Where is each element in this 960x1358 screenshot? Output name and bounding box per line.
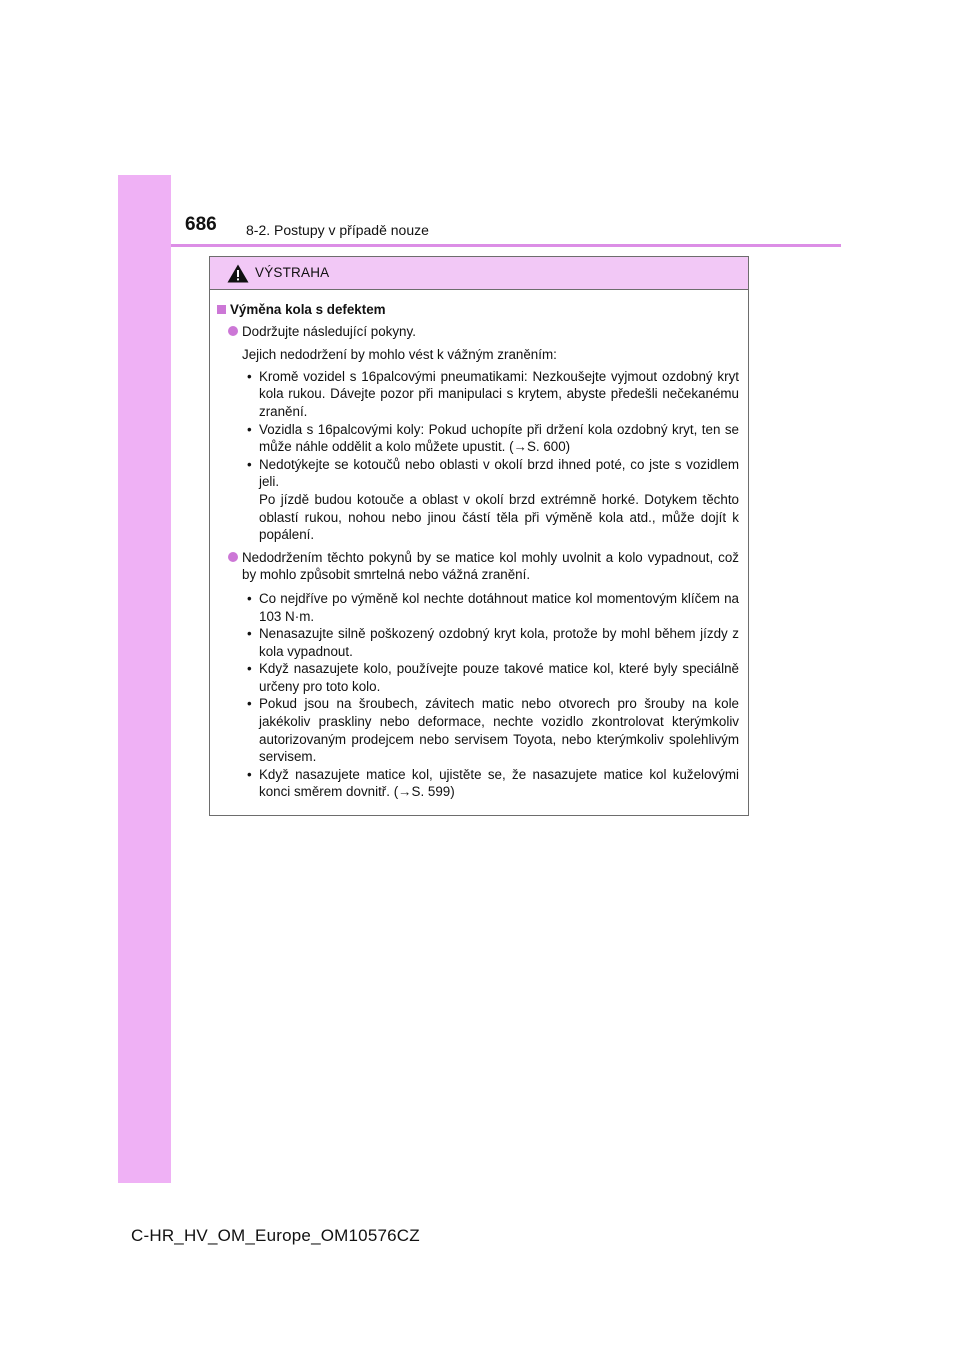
warning-heading [216,301,739,319]
square-bullet-icon [217,305,226,314]
warning-item-text: Dodržujte následující pokyny. [242,323,416,339]
list-item-text: Kromě vozidel s 16palcovými pneumatikami: Nezkoušejte vyjmout ozdobný kryt kola rukou. Dávejte pozor při manipulaci s krytem, abyste předešli nečekanému zranění. [259,368,739,419]
list-item: • Vozidla s 16palcovými koly: Pokud uchopíte při držení kola ozdobný kryt, ten se může náhle oddělit a kolo můžete upustit. (→S. 600) [247,421,739,455]
list-item-extra: Po jízdě budou kotouče a oblast v okolí brzd extrémně horké. Dotykem těchto oblastí rukou, nohou nebo jinou částí těla při výměně kola atd., může dojít k popálení. [259,491,739,543]
page-number: 686 [185,214,217,235]
document-code-footer: C-HR_HV_OM_Europe_OM10576CZ [131,1226,420,1245]
list-item: • Kromě vozidel s 16palcovými pneumatikami: Nezkoušejte vyjmout ozdobný kryt kola rukou. Dávejte pozor při manipulaci s krytem, abyste předešli nečekanému zranění. [247,368,739,419]
warning-header [210,257,748,290]
warning-item-text: Nedodržením těchto pokynů by se matice kol mohly uvolnit a kolo vypadnout, což by mohlo způsobit smrtelná nebo vážná zranění. [242,549,739,583]
list-item: • Když nasazujete kolo, používejte pouze takové matice kol, které byly speciálně určeny pro toto kolo. [247,661,739,694]
warning-heading-text: Výměna kola s defektem [230,302,386,317]
warning-item [216,323,739,341]
list-item-text: Nedotýkejte se kotoučů nebo oblasti v okolí brzd ihned poté, co jste s vozidlem jeli. [259,456,739,490]
warning-bullet-list [216,590,739,801]
circle-bullet-icon [228,552,238,562]
list-item-text: Pokud jsou na šroubech, závitech matic nebo otvorech pro šrouby na kole jakékoliv praskliny nebo deformace, nechte vozidlo zkontrolovat kterýmkoliv autorizovaným prodejcem nebo servisem Toyota, nebo kterýmkoliv spolehlivým servisem. [259,696,739,765]
warning-triangle-icon [227,264,249,283]
list-item-text: Nenasazujte silně poškozený ozdobný kryt kola, protože by mohl během jízdy z kola vypadnout. [259,626,739,659]
warning-bullet-list [216,368,739,544]
list-item: • Nedotýkejte se kotoučů nebo oblasti v okolí brzd ihned poté, co jste s vozidlem jeli. Po jízdě budou kotouče a oblast v okolí brzd extrémně horké. Dotykem těchto oblastí rukou, nohou nebo jinou částí těla při výměně kola atd., může dojít k popálení. [247,456,739,543]
list-item: • Nenasazujte silně poškozený ozdobný kryt kola, protože by mohl během jízdy z kola vypadnout. [247,626,739,659]
warning-item-intro: Jejich nedodržení by mohlo vést k vážným zraněním: [242,347,557,363]
list-item: • Když nasazujete matice kol, ujistěte se, že nasazujete matice kol kuželovými konci směrem dovnitř. (→S. 599) [247,766,739,800]
section-title: 8-2. Postupy v případě nouze [246,222,429,238]
warning-body [210,290,748,806]
list-item: • Co nejdříve po výměně kol nechte dotáhnout matice kol momentovým klíčem na 103 N·m. [247,590,739,624]
side-tab-band [118,175,171,1183]
list-item-text: Když nasazujete matice kol, ujistěte se, že nasazujete matice kol kuželovými konci směrem dovnitř. (→S. 599) [259,766,739,800]
warning-item [216,549,739,584]
list-item-text: Co nejdříve po výměně kol nechte dotáhnout matice kol momentovým klíčem na 103 N·m. [259,590,739,624]
header-rule [171,244,841,247]
warning-box [209,256,749,816]
list-item-text: Vozidla s 16palcovými koly: Pokud uchopíte při držení kola ozdobný kryt, ten se může náhle oddělit a kolo můžete upustit. (→S. 600) [259,421,739,455]
warning-title: VÝSTRAHA [255,265,330,280]
circle-bullet-icon [228,326,238,336]
list-item-text: Když nasazujete kolo, používejte pouze takové matice kol, které byly speciálně určeny pro toto kolo. [259,661,739,694]
list-item: • Pokud jsou na šroubech, závitech matic nebo otvorech pro šrouby na kole jakékoliv praskliny nebo deformace, nechte vozidlo zkontrolovat kterýmkoliv autorizovaným prodejcem nebo servisem Toyota, nebo kterýmkoliv spolehlivým servisem. [247,696,739,765]
